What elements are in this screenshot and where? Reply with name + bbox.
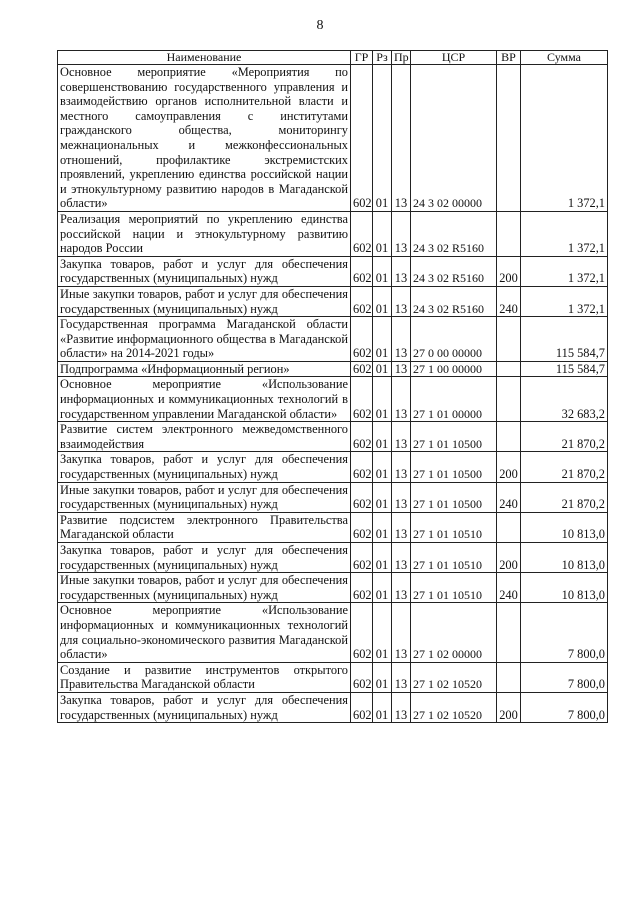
- table-row: [58, 361, 608, 377]
- cell-sum: 10 813,0: [521, 573, 608, 603]
- cell-vr: 200: [497, 543, 521, 573]
- cell-sum: 10 813,0: [521, 543, 608, 573]
- cell-name: Иные закупки товаров, работ и услуг для обеспечения государственных (муниципальных) нужд: [58, 573, 351, 603]
- cell-csr: 27 1 01 10500: [411, 482, 497, 512]
- table-row: [58, 317, 608, 362]
- table-row: [58, 286, 608, 316]
- table-row: [58, 692, 608, 722]
- cell-name: Основное мероприятие «Использование информационных и коммуникационных технологий в государственном управлении Магаданской области»: [58, 377, 351, 422]
- cell-vr: [497, 65, 521, 212]
- cell-gr: 602: [351, 573, 373, 603]
- cell-name: Реализация мероприятий по укреплению единства российской нации и этнокультурному развитию народов России: [58, 211, 351, 256]
- cell-csr: 24 3 02 R5160: [411, 256, 497, 286]
- cell-gr: 602: [351, 512, 373, 542]
- table-row: [58, 573, 608, 603]
- cell-vr: 240: [497, 482, 521, 512]
- cell-vr: [497, 422, 521, 452]
- cell-name: Иные закупки товаров, работ и услуг для обеспечения государственных (муниципальных) нужд: [58, 482, 351, 512]
- cell-csr: 27 0 00 00000: [411, 317, 497, 362]
- cell-vr: [497, 377, 521, 422]
- cell-name: Создание и развитие инструментов открытого Правительства Магаданской области: [58, 662, 351, 692]
- cell-gr: 602: [351, 603, 373, 662]
- cell-name: Основное мероприятие «Мероприятия по совершенствованию государственного управления и взаимодействию органов исполнительной власти и местного самоуправления с институтами гражданского общества, мониторингу межнациональных и межконфессиональных отношений, профилактике экстремистских проявлений, укреплению единства российской нации и этнокультурному развитию народов в Магаданской области»: [58, 65, 351, 212]
- cell-vr: 200: [497, 256, 521, 286]
- table-row: [58, 422, 608, 452]
- header-pr: Пр: [392, 51, 411, 65]
- cell-rz: 01: [373, 211, 392, 256]
- cell-gr: 602: [351, 662, 373, 692]
- cell-pr: 13: [392, 512, 411, 542]
- cell-gr: 602: [351, 286, 373, 316]
- cell-rz: 01: [373, 286, 392, 316]
- cell-name: Закупка товаров, работ и услуг для обеспечения государственных (муниципальных) нужд: [58, 543, 351, 573]
- cell-rz: 01: [373, 662, 392, 692]
- cell-name: Закупка товаров, работ и услуг для обеспечения государственных (муниципальных) нужд: [58, 452, 351, 482]
- cell-csr: 27 1 01 00000: [411, 377, 497, 422]
- cell-csr: 27 1 02 10520: [411, 692, 497, 722]
- cell-pr: 13: [392, 482, 411, 512]
- cell-vr: [497, 512, 521, 542]
- cell-rz: 01: [373, 377, 392, 422]
- cell-gr: 602: [351, 482, 373, 512]
- cell-rz: 01: [373, 317, 392, 362]
- cell-rz: 01: [373, 482, 392, 512]
- cell-rz: 01: [373, 512, 392, 542]
- table-row: [58, 211, 608, 256]
- cell-rz: 01: [373, 452, 392, 482]
- cell-sum: 7 800,0: [521, 603, 608, 662]
- cell-csr: 27 1 01 10510: [411, 512, 497, 542]
- cell-name: Закупка товаров, работ и услуг для обеспечения государственных (муниципальных) нужд: [58, 692, 351, 722]
- header-vr: ВР: [497, 51, 521, 65]
- cell-pr: 13: [392, 361, 411, 377]
- cell-csr: 24 3 02 R5160: [411, 211, 497, 256]
- cell-sum: 10 813,0: [521, 512, 608, 542]
- cell-gr: 602: [351, 377, 373, 422]
- cell-name: Закупка товаров, работ и услуг для обеспечения государственных (муниципальных) нужд: [58, 256, 351, 286]
- cell-gr: 602: [351, 361, 373, 377]
- cell-pr: 13: [392, 317, 411, 362]
- cell-rz: 01: [373, 361, 392, 377]
- cell-rz: 01: [373, 65, 392, 212]
- cell-pr: 13: [392, 692, 411, 722]
- budget-table: [57, 50, 608, 723]
- table-row: [58, 256, 608, 286]
- cell-vr: [497, 603, 521, 662]
- header-name: Наименование: [58, 51, 351, 65]
- cell-pr: 13: [392, 422, 411, 452]
- cell-pr: 13: [392, 603, 411, 662]
- cell-sum: 21 870,2: [521, 482, 608, 512]
- cell-name: Подпрограмма «Информационный регион»: [58, 361, 351, 377]
- cell-sum: 115 584,7: [521, 361, 608, 377]
- cell-pr: 13: [392, 286, 411, 316]
- cell-name: Иные закупки товаров, работ и услуг для обеспечения государственных (муниципальных) нужд: [58, 286, 351, 316]
- cell-pr: 13: [392, 452, 411, 482]
- cell-pr: 13: [392, 377, 411, 422]
- cell-csr: 24 3 02 00000: [411, 65, 497, 212]
- cell-sum: 1 372,1: [521, 256, 608, 286]
- cell-gr: 602: [351, 543, 373, 573]
- cell-pr: 13: [392, 256, 411, 286]
- header-csr: ЦСР: [411, 51, 497, 65]
- header-rz: Рз: [373, 51, 392, 65]
- cell-gr: 602: [351, 422, 373, 452]
- cell-name: Развитие систем электронного межведомственного взаимодействия: [58, 422, 351, 452]
- cell-rz: 01: [373, 256, 392, 286]
- table-row: [58, 377, 608, 422]
- cell-sum: 1 372,1: [521, 286, 608, 316]
- cell-csr: 27 1 01 10500: [411, 422, 497, 452]
- cell-sum: 21 870,2: [521, 422, 608, 452]
- cell-csr: 27 1 01 10510: [411, 543, 497, 573]
- cell-gr: 602: [351, 692, 373, 722]
- cell-name: Государственная программа Магаданской области «Развитие информационного общества в Магаданской области» на 2014-2021 годы»: [58, 317, 351, 362]
- cell-pr: 13: [392, 65, 411, 212]
- table-body: [58, 65, 608, 723]
- table-row: [58, 603, 608, 662]
- header-sum: Сумма: [521, 51, 608, 65]
- cell-sum: 1 372,1: [521, 211, 608, 256]
- cell-gr: 602: [351, 256, 373, 286]
- cell-pr: 13: [392, 543, 411, 573]
- cell-pr: 13: [392, 662, 411, 692]
- cell-gr: 602: [351, 317, 373, 362]
- cell-pr: 13: [392, 211, 411, 256]
- cell-csr: 27 1 02 10520: [411, 662, 497, 692]
- cell-sum: 21 870,2: [521, 452, 608, 482]
- cell-rz: 01: [373, 422, 392, 452]
- cell-vr: [497, 361, 521, 377]
- table-header-row: [58, 51, 608, 65]
- cell-sum: 7 800,0: [521, 662, 608, 692]
- cell-csr: 27 1 01 10510: [411, 573, 497, 603]
- cell-sum: 7 800,0: [521, 692, 608, 722]
- cell-name: Развитие подсистем электронного Правительства Магаданской области: [58, 512, 351, 542]
- page-number: 8: [316, 18, 324, 33]
- cell-csr: 24 3 02 R5160: [411, 286, 497, 316]
- cell-pr: 13: [392, 573, 411, 603]
- cell-rz: 01: [373, 603, 392, 662]
- cell-gr: 602: [351, 452, 373, 482]
- cell-csr: 27 1 00 00000: [411, 361, 497, 377]
- table-row: [58, 512, 608, 542]
- cell-name: Основное мероприятие «Использование информационных и коммуникационных технологий для социально-экономического развития Магаданской области»: [58, 603, 351, 662]
- table-row: [58, 65, 608, 212]
- cell-gr: 602: [351, 211, 373, 256]
- cell-rz: 01: [373, 543, 392, 573]
- cell-vr: 240: [497, 573, 521, 603]
- cell-vr: 240: [497, 286, 521, 316]
- table-row: [58, 543, 608, 573]
- cell-gr: 602: [351, 65, 373, 212]
- table-row: [58, 662, 608, 692]
- table-row: [58, 452, 608, 482]
- cell-vr: 200: [497, 692, 521, 722]
- cell-rz: 01: [373, 573, 392, 603]
- table-row: [58, 482, 608, 512]
- cell-vr: [497, 662, 521, 692]
- cell-vr: [497, 211, 521, 256]
- cell-rz: 01: [373, 692, 392, 722]
- cell-csr: 27 1 02 00000: [411, 603, 497, 662]
- cell-sum: 1 372,1: [521, 65, 608, 212]
- cell-csr: 27 1 01 10500: [411, 452, 497, 482]
- cell-vr: 200: [497, 452, 521, 482]
- header-gr: ГР: [351, 51, 373, 65]
- cell-vr: [497, 317, 521, 362]
- cell-sum: 115 584,7: [521, 317, 608, 362]
- cell-sum: 32 683,2: [521, 377, 608, 422]
